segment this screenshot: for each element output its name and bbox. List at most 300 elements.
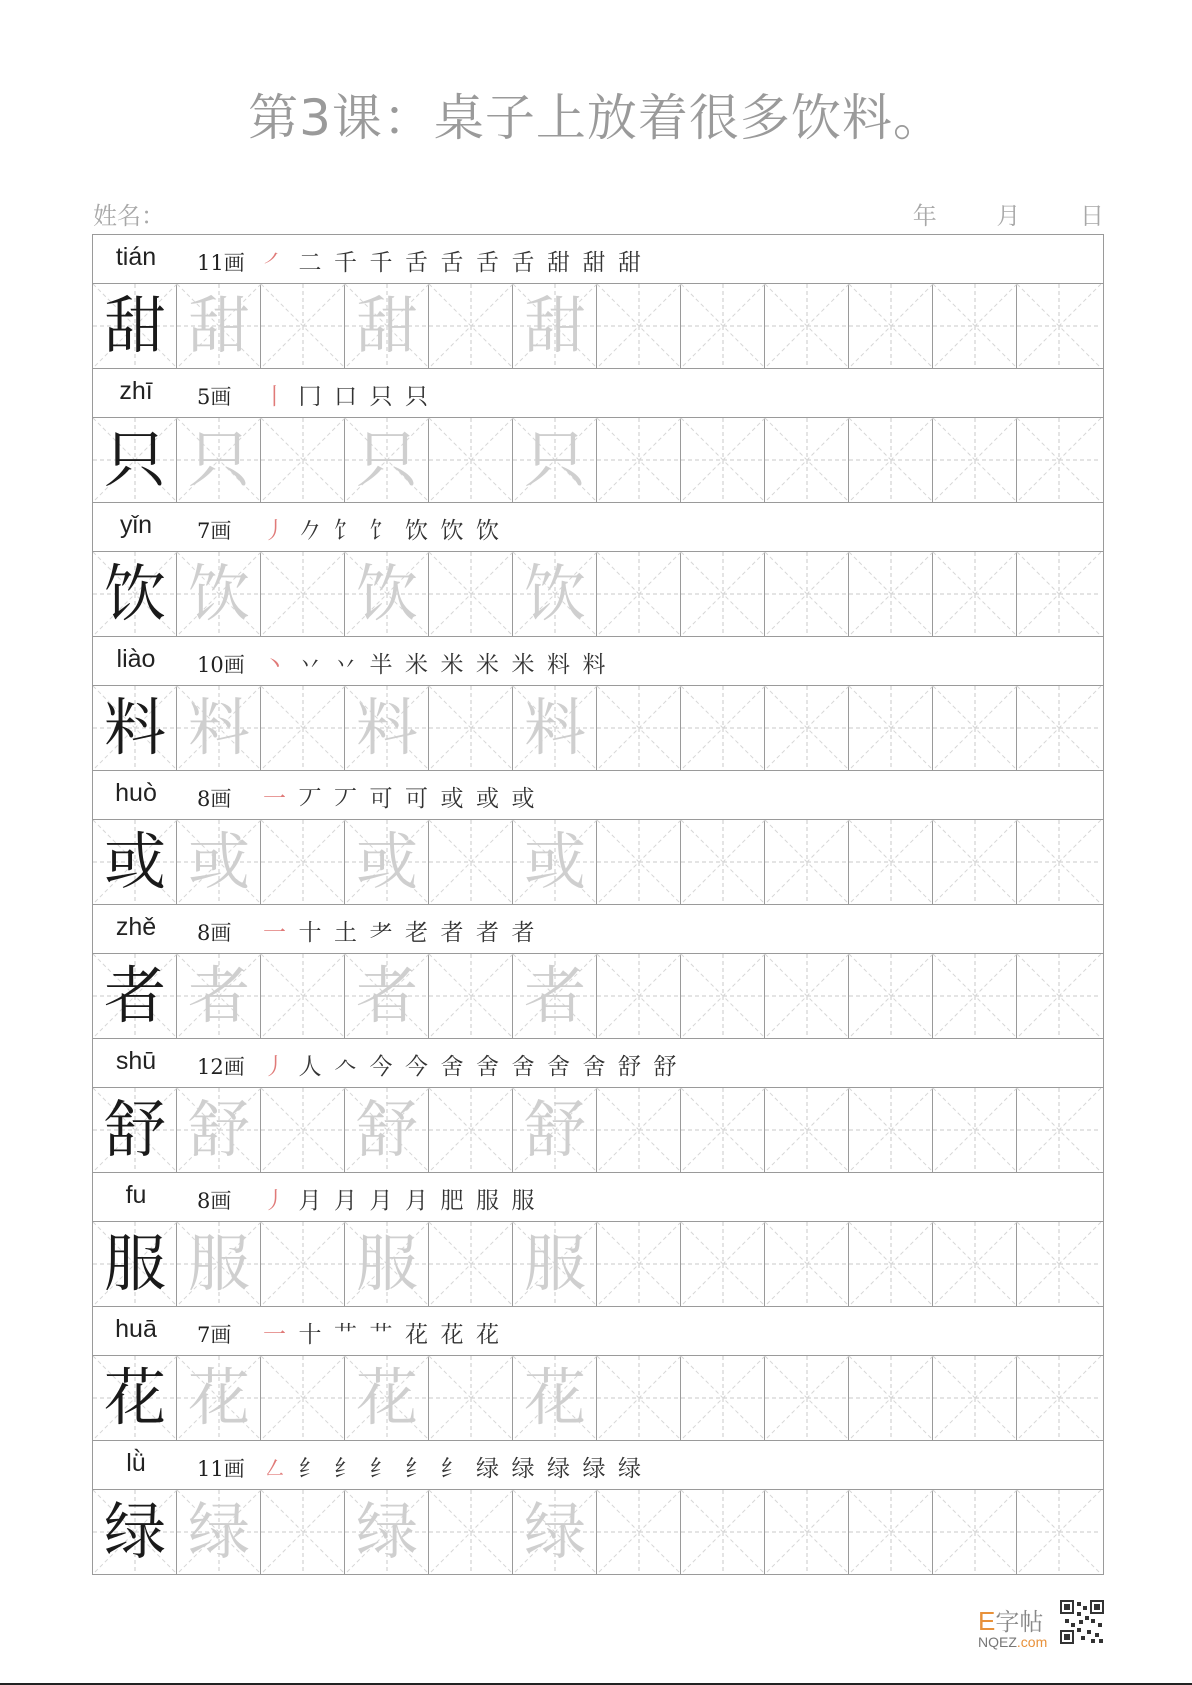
practice-cell (1017, 686, 1101, 770)
stroke-step: 甜 (618, 250, 641, 276)
stroke-step: 者 (511, 920, 535, 946)
logo-url (978, 1634, 1047, 1650)
practice-cell (933, 1356, 1017, 1440)
practice-cell (177, 552, 261, 636)
stroke-sequence (263, 1316, 512, 1349)
practice-cell (1017, 1490, 1101, 1574)
stroke-step: 服 (511, 1188, 535, 1214)
stroke-step: 舍 (440, 1054, 464, 1080)
stroke-step: 米 (440, 652, 464, 678)
stroke-step: 纟 (405, 1456, 428, 1482)
stroke-step: 花 (476, 1322, 499, 1348)
trace-char: 绿 (187, 1495, 250, 1568)
stroke-step: 二 (298, 250, 322, 276)
stroke-step: 一 (263, 1322, 286, 1348)
model-char-cell (93, 1490, 177, 1574)
stroke-step: 一 (263, 786, 286, 812)
practice-cell (1017, 1088, 1101, 1172)
char-info-row (93, 235, 1103, 284)
stroke-step: 料 (547, 652, 570, 678)
pinyin: zhī (119, 377, 153, 405)
model-char: 料 (103, 691, 166, 764)
stroke-step: 耂 (369, 920, 393, 946)
char-info-row (93, 503, 1103, 552)
stroke-step: 服 (476, 1188, 499, 1214)
day-label: 日 (1080, 202, 1104, 230)
practice-cell (765, 686, 849, 770)
practice-cell (933, 820, 1017, 904)
stroke-count: 8画 (197, 921, 232, 945)
practice-cell (1017, 1356, 1101, 1440)
stroke-sequence (263, 244, 654, 277)
practice-cell (597, 1490, 681, 1574)
stroke-step: 肥 (440, 1188, 464, 1214)
trace-char: 甜 (355, 289, 418, 362)
stroke-step: 绿 (511, 1456, 535, 1482)
stroke-step: 千 (369, 250, 393, 276)
stroke-count: 7画 (197, 519, 232, 543)
stroke-count: 5画 (197, 385, 232, 409)
stroke-count: 7画 (197, 1323, 232, 1347)
practice-cell (849, 1356, 933, 1440)
stroke-step: 十 (298, 1322, 322, 1348)
practice-cell (681, 552, 765, 636)
practice-grid-row (93, 820, 1103, 905)
practice-cell (933, 686, 1017, 770)
model-char: 或 (103, 825, 166, 898)
stroke-step: 甜 (582, 250, 606, 276)
stroke-step: 𠆢 (334, 1054, 357, 1080)
model-char-cell (93, 954, 177, 1038)
trace-char: 花 (523, 1361, 586, 1434)
stroke-sequence (263, 780, 547, 813)
stroke-step: 千 (334, 250, 357, 276)
char-info-row (93, 1039, 1103, 1088)
practice-cell (177, 418, 261, 502)
practice-cell (597, 1222, 681, 1306)
stroke-step: 𠂊 (298, 518, 322, 544)
trace-char: 只 (355, 423, 418, 496)
practice-cell (261, 552, 345, 636)
stroke-step: 舒 (653, 1054, 677, 1080)
practice-cell (1017, 552, 1101, 636)
practice-grid-row (93, 686, 1103, 771)
stroke-sequence (263, 1450, 654, 1483)
date-labels (861, 196, 1104, 231)
practice-cell (261, 1222, 345, 1306)
practice-cell (345, 954, 429, 1038)
stroke-step: 丿 (263, 518, 286, 544)
practice-grid-row (93, 954, 1103, 1039)
practice-cell (261, 284, 345, 368)
trace-char: 服 (187, 1227, 250, 1300)
stroke-step: 老 (405, 920, 428, 946)
practice-cell (345, 284, 429, 368)
practice-cell (849, 820, 933, 904)
practice-cell (177, 1490, 261, 1574)
stroke-step: 只 (405, 384, 428, 410)
stroke-sequence (263, 914, 547, 947)
trace-char: 或 (523, 825, 586, 898)
stroke-step: 可 (405, 786, 428, 812)
practice-cell (177, 1222, 261, 1306)
stroke-step: 冂 (298, 384, 322, 410)
practice-cell (849, 284, 933, 368)
qr-code-icon (1060, 1600, 1104, 1644)
stroke-step: 可 (369, 786, 393, 812)
practice-cell (765, 820, 849, 904)
char-info-row (93, 1307, 1103, 1356)
stroke-step: 饮 (476, 518, 499, 544)
practice-cell (765, 1222, 849, 1306)
stroke-step: 纟 (334, 1456, 357, 1482)
model-char: 舒 (103, 1093, 166, 1166)
practice-cell (261, 686, 345, 770)
page-title: 第3课：桌子上放着很多饮料。 (248, 89, 944, 147)
practice-cell (429, 1490, 513, 1574)
stroke-step: 或 (476, 786, 499, 812)
practice-cell (429, 284, 513, 368)
stroke-sequence (263, 512, 512, 545)
practice-cell (765, 1088, 849, 1172)
year-label: 年 (912, 202, 937, 230)
stroke-sequence (263, 1182, 547, 1215)
pinyin: huā (115, 1315, 157, 1343)
stroke-step: 舌 (405, 250, 428, 276)
practice-grid-row (93, 1356, 1103, 1441)
practice-cell (513, 418, 597, 502)
model-char-cell (93, 284, 177, 368)
practice-cell (177, 820, 261, 904)
stroke-step: ㇜ (263, 1456, 286, 1482)
stroke-step: 月 (405, 1188, 428, 1214)
stroke-step: 米 (405, 652, 428, 678)
practice-cell (429, 418, 513, 502)
practice-cell (765, 1356, 849, 1440)
practice-cell (849, 686, 933, 770)
practice-cell (429, 954, 513, 1038)
model-char: 者 (103, 959, 166, 1032)
practice-cell (513, 552, 597, 636)
stroke-step: 今 (369, 1054, 393, 1080)
practice-cell (261, 1356, 345, 1440)
practice-cell (177, 1356, 261, 1440)
practice-cell (765, 1490, 849, 1574)
stroke-step: 丆 (298, 786, 322, 812)
trace-char: 只 (187, 423, 250, 496)
practice-cell (345, 552, 429, 636)
stroke-step: ㇒ (263, 250, 286, 276)
model-char: 服 (103, 1227, 166, 1300)
stroke-step: 丆 (334, 786, 357, 812)
stroke-sequence (263, 1048, 689, 1081)
stroke-step: 月 (334, 1188, 357, 1214)
practice-cell (1017, 820, 1101, 904)
trace-char: 只 (523, 423, 586, 496)
practice-cell (513, 1356, 597, 1440)
practice-cell (513, 686, 597, 770)
trace-char: 饮 (355, 557, 418, 630)
practice-cell (1017, 418, 1101, 502)
stroke-step: 纟 (369, 1456, 393, 1482)
trace-char: 绿 (523, 1495, 586, 1568)
stroke-step: 者 (476, 920, 499, 946)
stroke-step: 只 (369, 384, 393, 410)
model-char-cell (93, 1222, 177, 1306)
trace-char: 者 (355, 959, 418, 1032)
practice-grid-row (93, 1088, 1103, 1173)
practice-cell (597, 686, 681, 770)
stroke-step: 月 (298, 1188, 322, 1214)
practice-cell (681, 284, 765, 368)
practice-cell (933, 1222, 1017, 1306)
pinyin: yǐn (120, 511, 152, 539)
practice-cell (597, 552, 681, 636)
stroke-step: 丿 (263, 1054, 286, 1080)
trace-char: 料 (187, 691, 250, 764)
practice-cell (261, 418, 345, 502)
stroke-step: 半 (369, 652, 393, 678)
site-logo (978, 1602, 1048, 1650)
practice-cell (345, 418, 429, 502)
stroke-count: 12画 (197, 1055, 245, 1079)
stroke-step: 米 (476, 652, 499, 678)
practice-cell (1017, 1222, 1101, 1306)
trace-char: 花 (355, 1361, 418, 1434)
model-char: 绿 (103, 1495, 166, 1568)
practice-cell (597, 1356, 681, 1440)
trace-char: 料 (355, 691, 418, 764)
practice-cell (345, 1356, 429, 1440)
stroke-step: 丷 (298, 652, 322, 678)
stroke-step: 舍 (511, 1054, 535, 1080)
practice-cell (597, 1088, 681, 1172)
stroke-step: 月 (369, 1188, 393, 1214)
practice-cell (513, 820, 597, 904)
practice-grid-row (93, 1490, 1103, 1574)
trace-char: 绿 (355, 1495, 418, 1568)
stroke-step: 甜 (547, 250, 570, 276)
stroke-step: 或 (511, 786, 535, 812)
practice-cell (513, 1222, 597, 1306)
practice-grid-row (93, 552, 1103, 637)
practice-cell (177, 284, 261, 368)
stroke-step: 饣 (369, 518, 393, 544)
stroke-step: 艹 (334, 1322, 357, 1348)
trace-char: 饮 (187, 557, 250, 630)
practice-cell (765, 552, 849, 636)
practice-cell (429, 686, 513, 770)
stroke-step: 舌 (511, 250, 535, 276)
practice-cell (933, 552, 1017, 636)
stroke-step: 纟 (298, 1456, 322, 1482)
model-char-cell (93, 418, 177, 502)
model-char-cell (93, 552, 177, 636)
stroke-step: 舍 (547, 1054, 570, 1080)
practice-cell (345, 1222, 429, 1306)
trace-char: 甜 (523, 289, 586, 362)
practice-cell (429, 1088, 513, 1172)
stroke-step: 一 (263, 920, 286, 946)
practice-cell (261, 820, 345, 904)
model-char-cell (93, 820, 177, 904)
practice-cell (597, 284, 681, 368)
practice-cell (849, 1088, 933, 1172)
stroke-count: 11画 (197, 251, 245, 275)
month-label: 月 (996, 202, 1021, 230)
stroke-step: 艹 (369, 1322, 393, 1348)
practice-cell (429, 820, 513, 904)
char-info-row (93, 369, 1103, 418)
char-info-row (93, 905, 1103, 954)
stroke-step: 舒 (618, 1054, 641, 1080)
practice-cell (345, 820, 429, 904)
stroke-step: 舌 (476, 250, 499, 276)
model-char: 花 (103, 1361, 166, 1434)
logo-text: 字帖 (995, 1608, 1044, 1636)
practice-cell (513, 954, 597, 1038)
model-char-cell (93, 1356, 177, 1440)
stroke-step: 绿 (476, 1456, 499, 1482)
practice-cell (261, 1088, 345, 1172)
pinyin: fu (125, 1181, 147, 1209)
practice-sheet (92, 234, 1104, 1575)
stroke-step: 绿 (547, 1456, 570, 1482)
char-info-row (93, 771, 1103, 820)
model-char-cell (93, 686, 177, 770)
stroke-step: 舍 (476, 1054, 499, 1080)
practice-cell (933, 1490, 1017, 1574)
practice-grid-row (93, 284, 1103, 369)
trace-char: 或 (187, 825, 250, 898)
pinyin: huò (115, 779, 157, 807)
practice-cell (177, 686, 261, 770)
practice-cell (597, 820, 681, 904)
practice-cell (933, 1088, 1017, 1172)
trace-char: 舒 (355, 1093, 418, 1166)
stroke-step: 绿 (582, 1456, 606, 1482)
practice-cell (597, 418, 681, 502)
trace-char: 服 (523, 1227, 586, 1300)
pinyin: liào (116, 645, 156, 673)
char-info-row (93, 637, 1103, 686)
char-info-row (93, 1441, 1103, 1490)
practice-cell (429, 1222, 513, 1306)
practice-cell (681, 418, 765, 502)
practice-cell (345, 1490, 429, 1574)
practice-cell (849, 552, 933, 636)
model-char: 饮 (103, 557, 166, 630)
practice-cell (681, 1088, 765, 1172)
model-char: 只 (103, 423, 166, 496)
practice-cell (513, 1088, 597, 1172)
stroke-step: 今 (405, 1054, 428, 1080)
stroke-step: 饮 (405, 518, 428, 544)
practice-cell (933, 418, 1017, 502)
pinyin: lǜ (126, 1449, 146, 1477)
practice-cell (681, 820, 765, 904)
practice-grid-row (93, 418, 1103, 503)
practice-cell (849, 954, 933, 1038)
trace-char: 舒 (523, 1093, 586, 1166)
name-label: 姓名： (93, 202, 165, 230)
trace-char: 者 (523, 959, 586, 1032)
practice-cell (765, 418, 849, 502)
practice-cell (261, 954, 345, 1038)
trace-char: 者 (187, 959, 250, 1032)
stroke-step: 十 (298, 920, 322, 946)
practice-cell (681, 686, 765, 770)
trace-char: 或 (355, 825, 418, 898)
stroke-count: 8画 (197, 787, 232, 811)
logo-url-main: NQEZ (978, 1634, 1017, 1650)
practice-cell (933, 284, 1017, 368)
stroke-step: 料 (582, 652, 606, 678)
stroke-step: 饮 (440, 518, 464, 544)
practice-cell (765, 954, 849, 1038)
pinyin: shū (115, 1047, 157, 1075)
practice-grid-row (93, 1222, 1103, 1307)
stroke-step: 米 (511, 652, 535, 678)
stroke-step: 饣 (334, 518, 357, 544)
stroke-count: 8画 (197, 1189, 232, 1213)
pinyin: tián (115, 243, 157, 271)
stroke-step: 土 (334, 920, 357, 946)
stroke-count: 11画 (197, 1457, 245, 1481)
practice-cell (681, 1222, 765, 1306)
practice-cell (681, 954, 765, 1038)
practice-cell (513, 284, 597, 368)
stroke-step: 或 (440, 786, 464, 812)
practice-cell (177, 954, 261, 1038)
stroke-step: 丶 (263, 652, 286, 678)
trace-char: 甜 (187, 289, 250, 362)
trace-char: 料 (523, 691, 586, 764)
stroke-step: 丨 (263, 384, 286, 410)
stroke-count: 10画 (197, 653, 245, 677)
stroke-sequence (263, 378, 441, 411)
practice-cell (345, 686, 429, 770)
practice-cell (1017, 284, 1101, 368)
practice-cell (681, 1490, 765, 1574)
trace-char: 花 (187, 1361, 250, 1434)
char-info-row (93, 1173, 1103, 1222)
stroke-step: 纟 (440, 1456, 464, 1482)
practice-cell (261, 1490, 345, 1574)
logo-e: E (978, 1606, 996, 1636)
practice-cell (177, 1088, 261, 1172)
practice-cell (933, 954, 1017, 1038)
stroke-step: 口 (334, 384, 357, 410)
stroke-sequence (263, 646, 618, 679)
practice-cell (765, 284, 849, 368)
practice-cell (849, 1222, 933, 1306)
stroke-step: 花 (440, 1322, 464, 1348)
model-char: 甜 (103, 289, 166, 362)
model-char-cell (93, 1088, 177, 1172)
stroke-step: 丷 (334, 652, 357, 678)
trace-char: 舒 (187, 1093, 250, 1166)
stroke-step: 人 (298, 1054, 322, 1080)
practice-cell (681, 1356, 765, 1440)
pinyin: zhě (115, 913, 157, 941)
practice-cell (597, 954, 681, 1038)
stroke-step: 者 (440, 920, 464, 946)
stroke-step: 绿 (618, 1456, 641, 1482)
practice-cell (429, 552, 513, 636)
practice-cell (513, 1490, 597, 1574)
logo-url-suffix: .com (1016, 1634, 1048, 1650)
